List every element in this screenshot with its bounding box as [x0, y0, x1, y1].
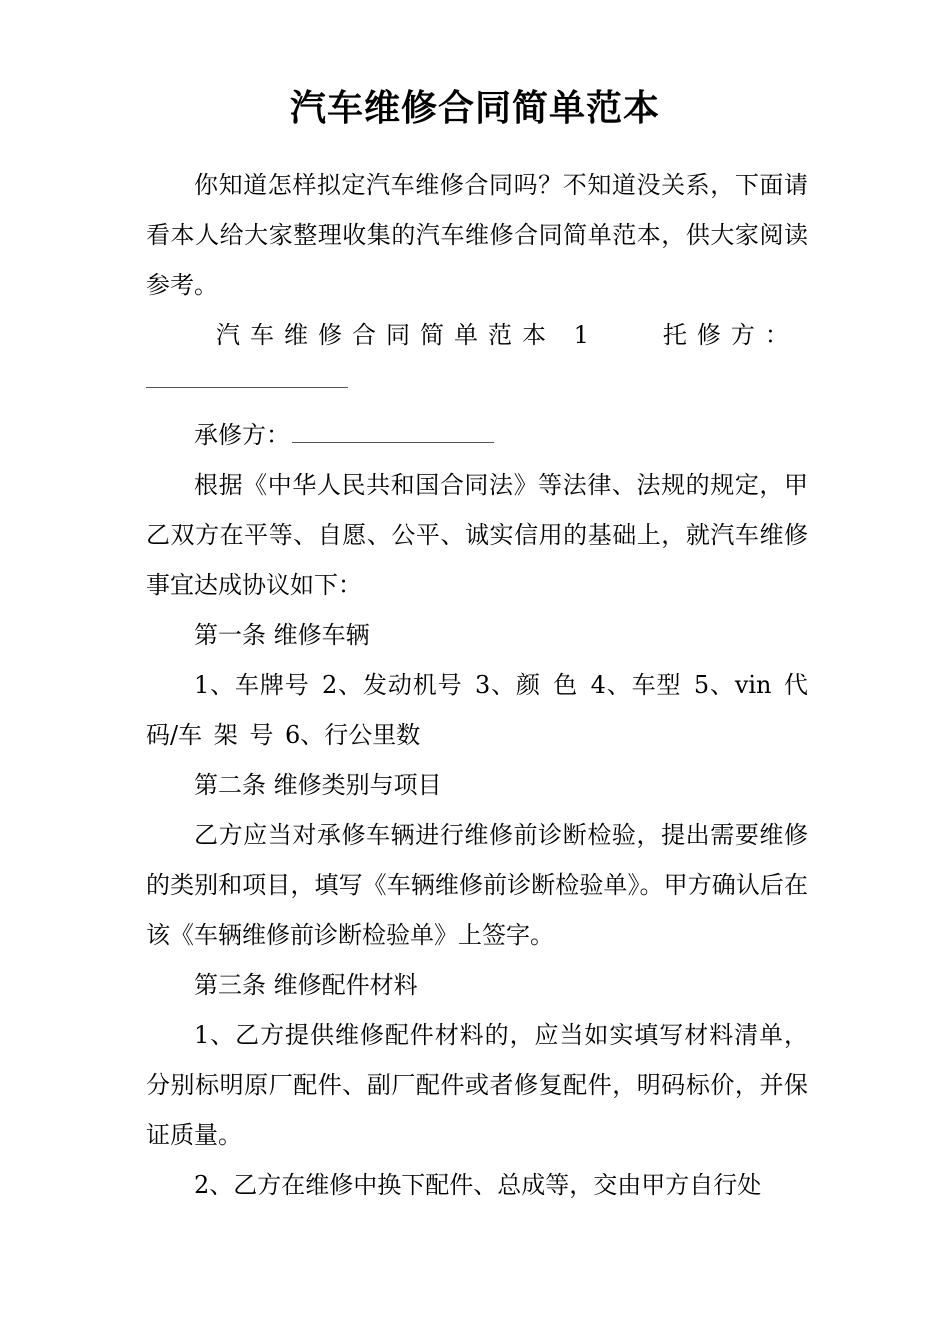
- article1-heading: 第一条 维修车辆: [194, 621, 370, 649]
- client-blank: [146, 386, 348, 388]
- article3-item1: 1、乙方提供维修配件材料的，应当如实填写材料清单，分别标明原厂配件、副厂配件或者修复配件，明码标价，并保证质量。: [146, 1021, 808, 1149]
- client-blank-line: [146, 360, 808, 410]
- client-label: 托修方：: [662, 321, 799, 349]
- contractor-label: 承修方：: [194, 421, 290, 449]
- article2-paragraph: 乙方应当对承修车辆进行维修前诊断检验，提出需要维修的类别和项目，填写《车辆维修前诊断检验单》。甲方确认后在该《车辆维修前诊断检验单》上签字。: [146, 821, 808, 949]
- article3-item2: 2、乙方在维修中换下配件、总成等，交由甲方自行处: [194, 1171, 762, 1199]
- article3-heading: 第三条 维修配件材料: [194, 971, 418, 999]
- article1-items: 1、车牌号 2、发动机号 3、颜 色 4、车型 5、vin 代码/车 架 号 6、行公里数: [146, 671, 808, 749]
- document-body: [146, 160, 808, 1210]
- intro-paragraph: 你知道怎样拟定汽车维修合同吗？不知道没关系，下面请看本人给大家整理收集的汽车维修合同简单范本，供大家阅读参考。: [146, 171, 808, 299]
- contract-subtitle: 汽车维修合同简单范本 1: [216, 321, 599, 349]
- contractor-blank: [292, 441, 494, 443]
- article2-heading: 第二条 维修类别与项目: [194, 771, 442, 799]
- document-title: 汽车维修合同简单范本: [289, 87, 660, 129]
- contractor-line: [146, 410, 808, 460]
- preamble-paragraph: 根据《中华人民共和国合同法》等法律、法规的规定，甲乙双方在平等、自愿、公平、诚实信用的基础上，就汽车维修事宜达成协议如下：: [146, 471, 808, 599]
- contract-subtitle-line: [146, 310, 808, 360]
